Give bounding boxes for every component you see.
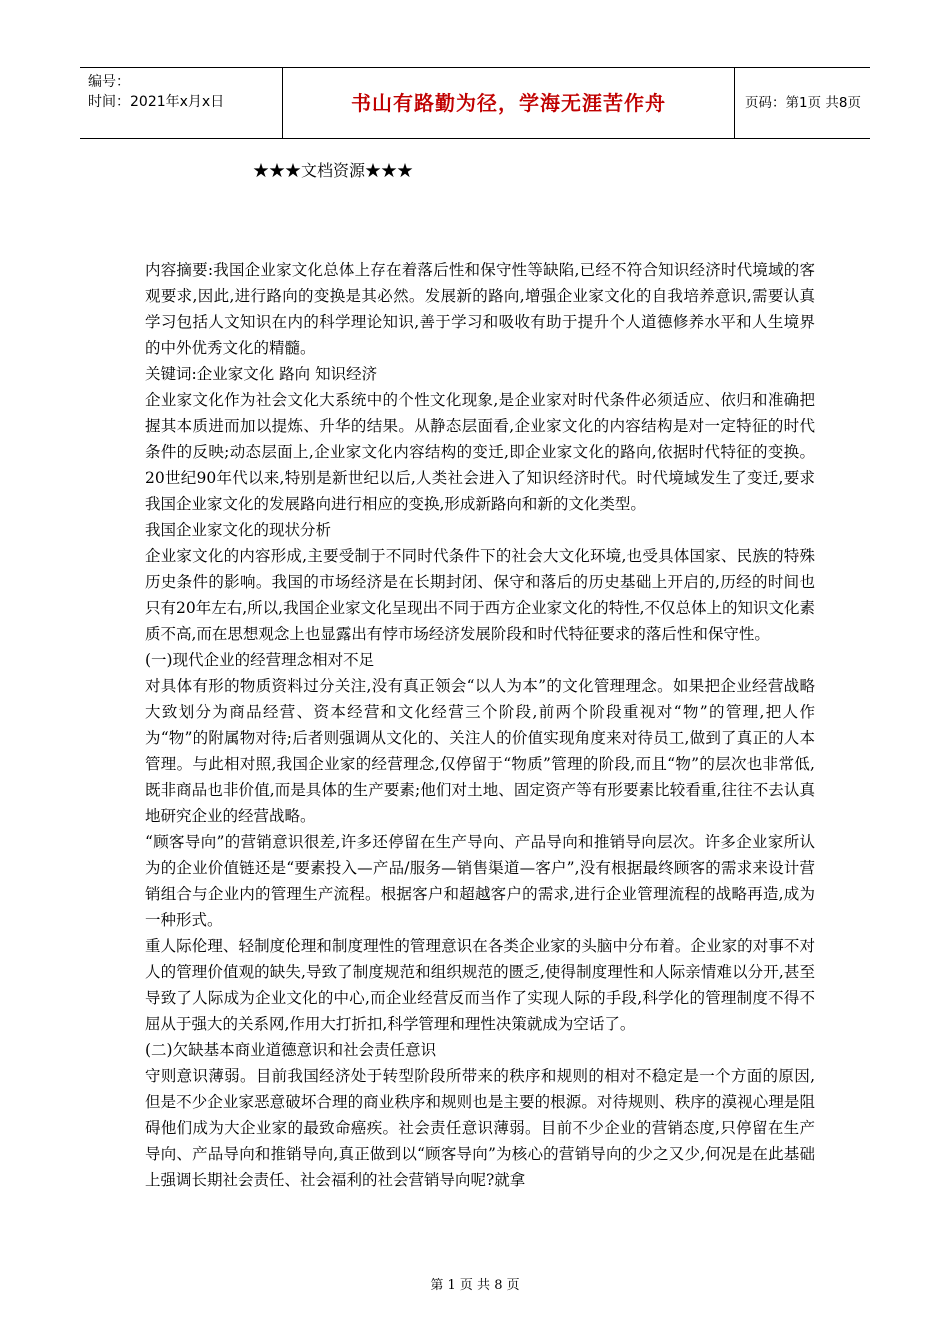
page-header — [80, 67, 870, 139]
body-paragraph: 对具体有形的物质资料过分关注,没有真正领会“以人为本”的文化管理理念。如果把企业经营战略大致划分为商品经营、资本经营和文化经营三个阶段,前两个阶段重视对“物”的管理,把人作为“物”的附属物对待;后者则强调从文化的、关注人的价值实现角度来对待员工,做到了真正的人本管理。与此相对照,我国企业家的经营理念,仅停留于“物质”管理的阶段,而且“物”的层次也非常低,既非商品也非价值,而是具体的生产要素;他们对土地、固定资产等有形要素比较看重,往往不去认真地研究企业的经营战略。 — [145, 677, 815, 825]
resource-banner: ★★★文档资源★★★ — [253, 161, 414, 180]
body-paragraph: 企业家文化的内容形成,主要受制于不同时代条件下的社会大文化环境,也受具体国家、民族的特殊历史条件的影响。我国的市场经济是在长期封闭、保守和落后的历史基础上开启的,历经的时间也只有20年左右,所以,我国企业家文化呈现出不同于西方企业家文化的特性,不仅总体上的知识文化素质不高,而在思想观念上也显露出有悖市场经济发展阶段和时代特征要求的落后性和保守性。 — [145, 547, 816, 643]
body-paragraph: 重人际伦理、轻制度伦理和制度理性的管理意识在各类企业家的头脑中分布着。企业家的对事不对人的管理价值观的缺失,导致了制度规范和组织规范的匮乏,使得制度理性和人际亲情难以分开,甚至导致了人际成为企业文化的中心,而企业经营反而当作了实现人际的手段,科学化的管理制度不得不屈从于强大的关系网,作用大打折扣,科学管理和理性决策就成为空话了。 — [145, 937, 815, 1033]
header-motto: 书山有路勤为径，学海无涯苦作舟 — [283, 68, 735, 138]
document-number-label: 编号： — [88, 74, 130, 90]
section-heading: 我国企业家文化的现状分析 — [145, 521, 332, 539]
header-page-info: 页码：第1页 共8页 — [745, 95, 861, 111]
body-paragraph: 企业家文化作为社会文化大系统中的个性文化现象,是企业家对时代条件必须适应、依归和准确把握其本质进而加以提炼、升华的结果。从静态层面看,企业家文化的内容结构是对一定特征的时代条件的反映;动态层面上,企业家文化内容结构的变迁,即企业家文化的路向,依据时代特征的变换。20世纪90年代以来,特别是新世纪以后,人类社会进入了知识经济时代。时代境域发生了变迁,要求我国企业家文化的发展路向进行相应的变换,形成新路向和新的文化类型。 — [145, 391, 815, 513]
body-paragraph: 守则意识薄弱。目前我国经济处于转型阶段所带来的秩序和规则的相对不稳定是一个方面的原因,但是不少企业家恶意破坏合理的商业秩序和规则也是主要的根源。对待规则、秩序的漠视心理是阻碍他们成为大企业家的最致命癌疾。社会责任意识薄弱。目前不少企业的营销态度,只停留在生产导向、产品导向和推销导向,真正做到以“顾客导向”为核心的营销导向的少之又少,何况是在此基础上强调长期社会责任、社会福利的社会营销导向呢?就拿 — [145, 1067, 815, 1189]
body-paragraph: “顾客导向”的营销意识很差,许多还停留在生产导向、产品导向和推销导向层次。许多企业家所认为的企业价值链还是“要素投入—产品/服务—销售渠道—客户”,没有根据最终顾客的需求来设计营销组合与企业内的管理生产流程。根据客户和超越客户的需求,进行企业管理流程的战略再造,成为一种形式。 — [145, 833, 815, 929]
header-meta-cell — [80, 68, 283, 138]
abstract-paragraph: 内容摘要:我国企业家文化总体上存在着落后性和保守性等缺陷,已经不符合知识经济时代境域的客观要求,因此,进行路向的变换是其必然。发展新的路向,增强企业家文化的自我培养意识,需要认真学习包括人文知识在内的科学理论知识,善于学习和吸收有助于提升个人道德修养水平和人生境界的中外优秀文化的精髓。 — [145, 261, 815, 357]
subsection-heading: (二)欠缺基本商业道德意识和社会责任意识 — [145, 1041, 437, 1059]
document-body — [145, 257, 815, 1193]
document-date-label: 时间：2021年x月x日 — [88, 94, 225, 110]
subsection-heading: (一)现代企业的经营理念相对不足 — [145, 651, 375, 669]
keywords-line: 关键词:企业家文化 路向 知识经济 — [145, 365, 378, 383]
page-footer: 第 1 页 共 8 页 — [430, 1278, 520, 1293]
